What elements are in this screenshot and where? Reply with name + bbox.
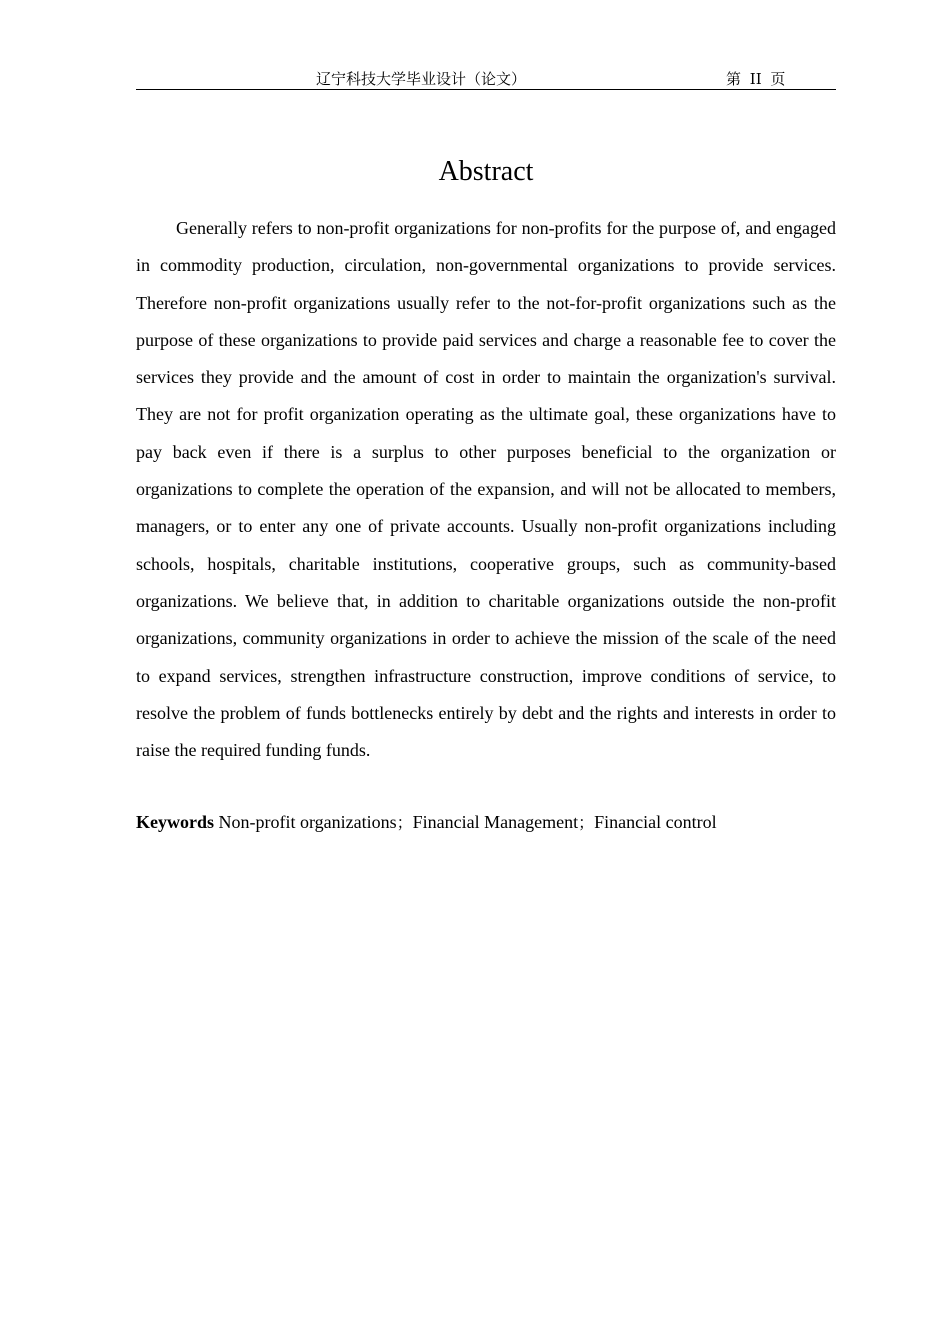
- keyword-separator: ；: [578, 813, 595, 832]
- keywords-label: Keywords: [136, 812, 214, 832]
- keyword-item: Financial control: [594, 812, 717, 832]
- abstract-body: Generally refers to non-profit organizations for non-profits for the purpose of, and engaged in commodity production, circulation, non-governmental organizations to provide services. Therefore non-profit organizations usually refer to the not-for-profit organizations such as the purpose of these organizations to provide paid services and charge a reasonable fee to cover the services they provide and the amount of cost in order to maintain the organization's survival. They are not for profit organization operating as the ultimate goal, these organizations have to pay back even if there is a surplus to other purposes beneficial to the organization or organizations to complete the operation of the expansion, and will not be allocated to members, managers, or to enter any one of private accounts. Usually non-profit organizations including schools, hospitals, charitable institutions, cooperative groups, such as community-based organizations. We believe that, in addition to charitable organizations outside the non-profit organizations, community organizations in order to achieve the mission of the scale of the need to expand services, strengthen infrastructure construction, improve conditions of service, to resolve the problem of funds bottlenecks entirely by debt and the rights and interests in order to raise the required funding funds.: [136, 218, 836, 761]
- header-title: 辽宁科技大学毕业设计（论文）: [316, 70, 527, 88]
- keyword-separator: ；: [396, 813, 413, 832]
- keyword-item: Financial Management: [412, 812, 579, 832]
- keyword-item: Non-profit organizations: [218, 812, 397, 832]
- keywords-line: [136, 808, 836, 837]
- page-header: [136, 66, 836, 90]
- header-page-number: 第 II 页: [726, 70, 786, 88]
- abstract-heading: Abstract: [438, 156, 534, 187]
